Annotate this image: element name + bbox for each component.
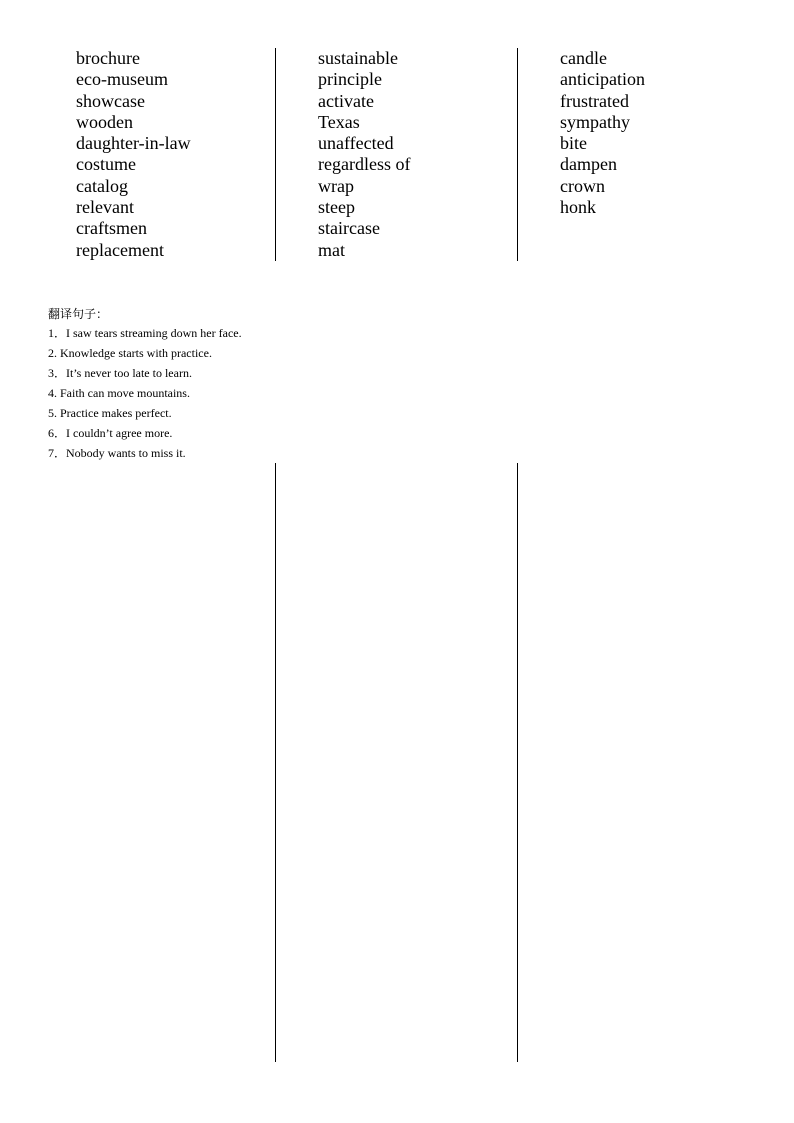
translation-section <box>48 305 242 463</box>
sentence-list <box>48 323 242 463</box>
vocab-word: crown <box>560 175 605 196</box>
vocab-word: brochure <box>76 48 140 68</box>
column-divider <box>275 48 276 261</box>
vocab-word: showcase <box>76 90 145 111</box>
vocabulary-column-2 <box>318 48 410 261</box>
column-divider <box>517 48 518 261</box>
vocab-word: eco-museum <box>76 69 168 90</box>
vocab-word: sustainable <box>318 48 398 68</box>
vocab-word: Texas <box>318 111 360 132</box>
vocab-word: staircase <box>318 218 380 239</box>
sentence-item: 3．It’s never too late to learn. <box>48 366 192 380</box>
vocabulary-column-1 <box>76 48 191 261</box>
vocab-word: sympathy <box>560 111 630 132</box>
vocab-word: wooden <box>76 111 133 132</box>
sentence-item: 7．Nobody wants to miss it. <box>48 446 186 460</box>
vocab-word: craftsmen <box>76 218 147 239</box>
vocab-word: honk <box>560 197 596 218</box>
vocab-word: regardless of <box>318 154 411 175</box>
vocab-word: dampen <box>560 154 617 175</box>
vocab-word: wrap <box>318 175 354 196</box>
sentence-item: 1．I saw tears streaming down her face. <box>48 326 242 340</box>
vocab-word: bite <box>560 133 587 154</box>
vocab-word: principle <box>318 69 382 90</box>
vocab-word: frustrated <box>560 90 629 111</box>
column-divider <box>275 463 276 1062</box>
vocab-word: catalog <box>76 175 128 196</box>
vocab-word: mat <box>318 239 345 260</box>
vocab-word: activate <box>318 90 374 111</box>
vocab-word: daughter-in-law <box>76 133 191 154</box>
vocab-word: unaffected <box>318 133 394 154</box>
sentence-item: 6．I couldn’t agree more. <box>48 426 173 440</box>
vocab-word: costume <box>76 154 136 175</box>
vocab-word: anticipation <box>560 69 645 90</box>
column-divider <box>517 463 518 1062</box>
vocab-word: candle <box>560 48 607 68</box>
sentence-item: 5. Practice makes perfect. <box>48 406 172 420</box>
vocab-word: steep <box>318 197 355 218</box>
vocab-word: relevant <box>76 197 134 218</box>
section-heading: 翻译句子： <box>48 307 109 321</box>
vocabulary-column-3 <box>560 48 645 218</box>
vocab-word: replacement <box>76 239 164 260</box>
sentence-item: 2. Knowledge starts with practice. <box>48 346 212 360</box>
sentence-item: 4. Faith can move mountains. <box>48 386 190 400</box>
